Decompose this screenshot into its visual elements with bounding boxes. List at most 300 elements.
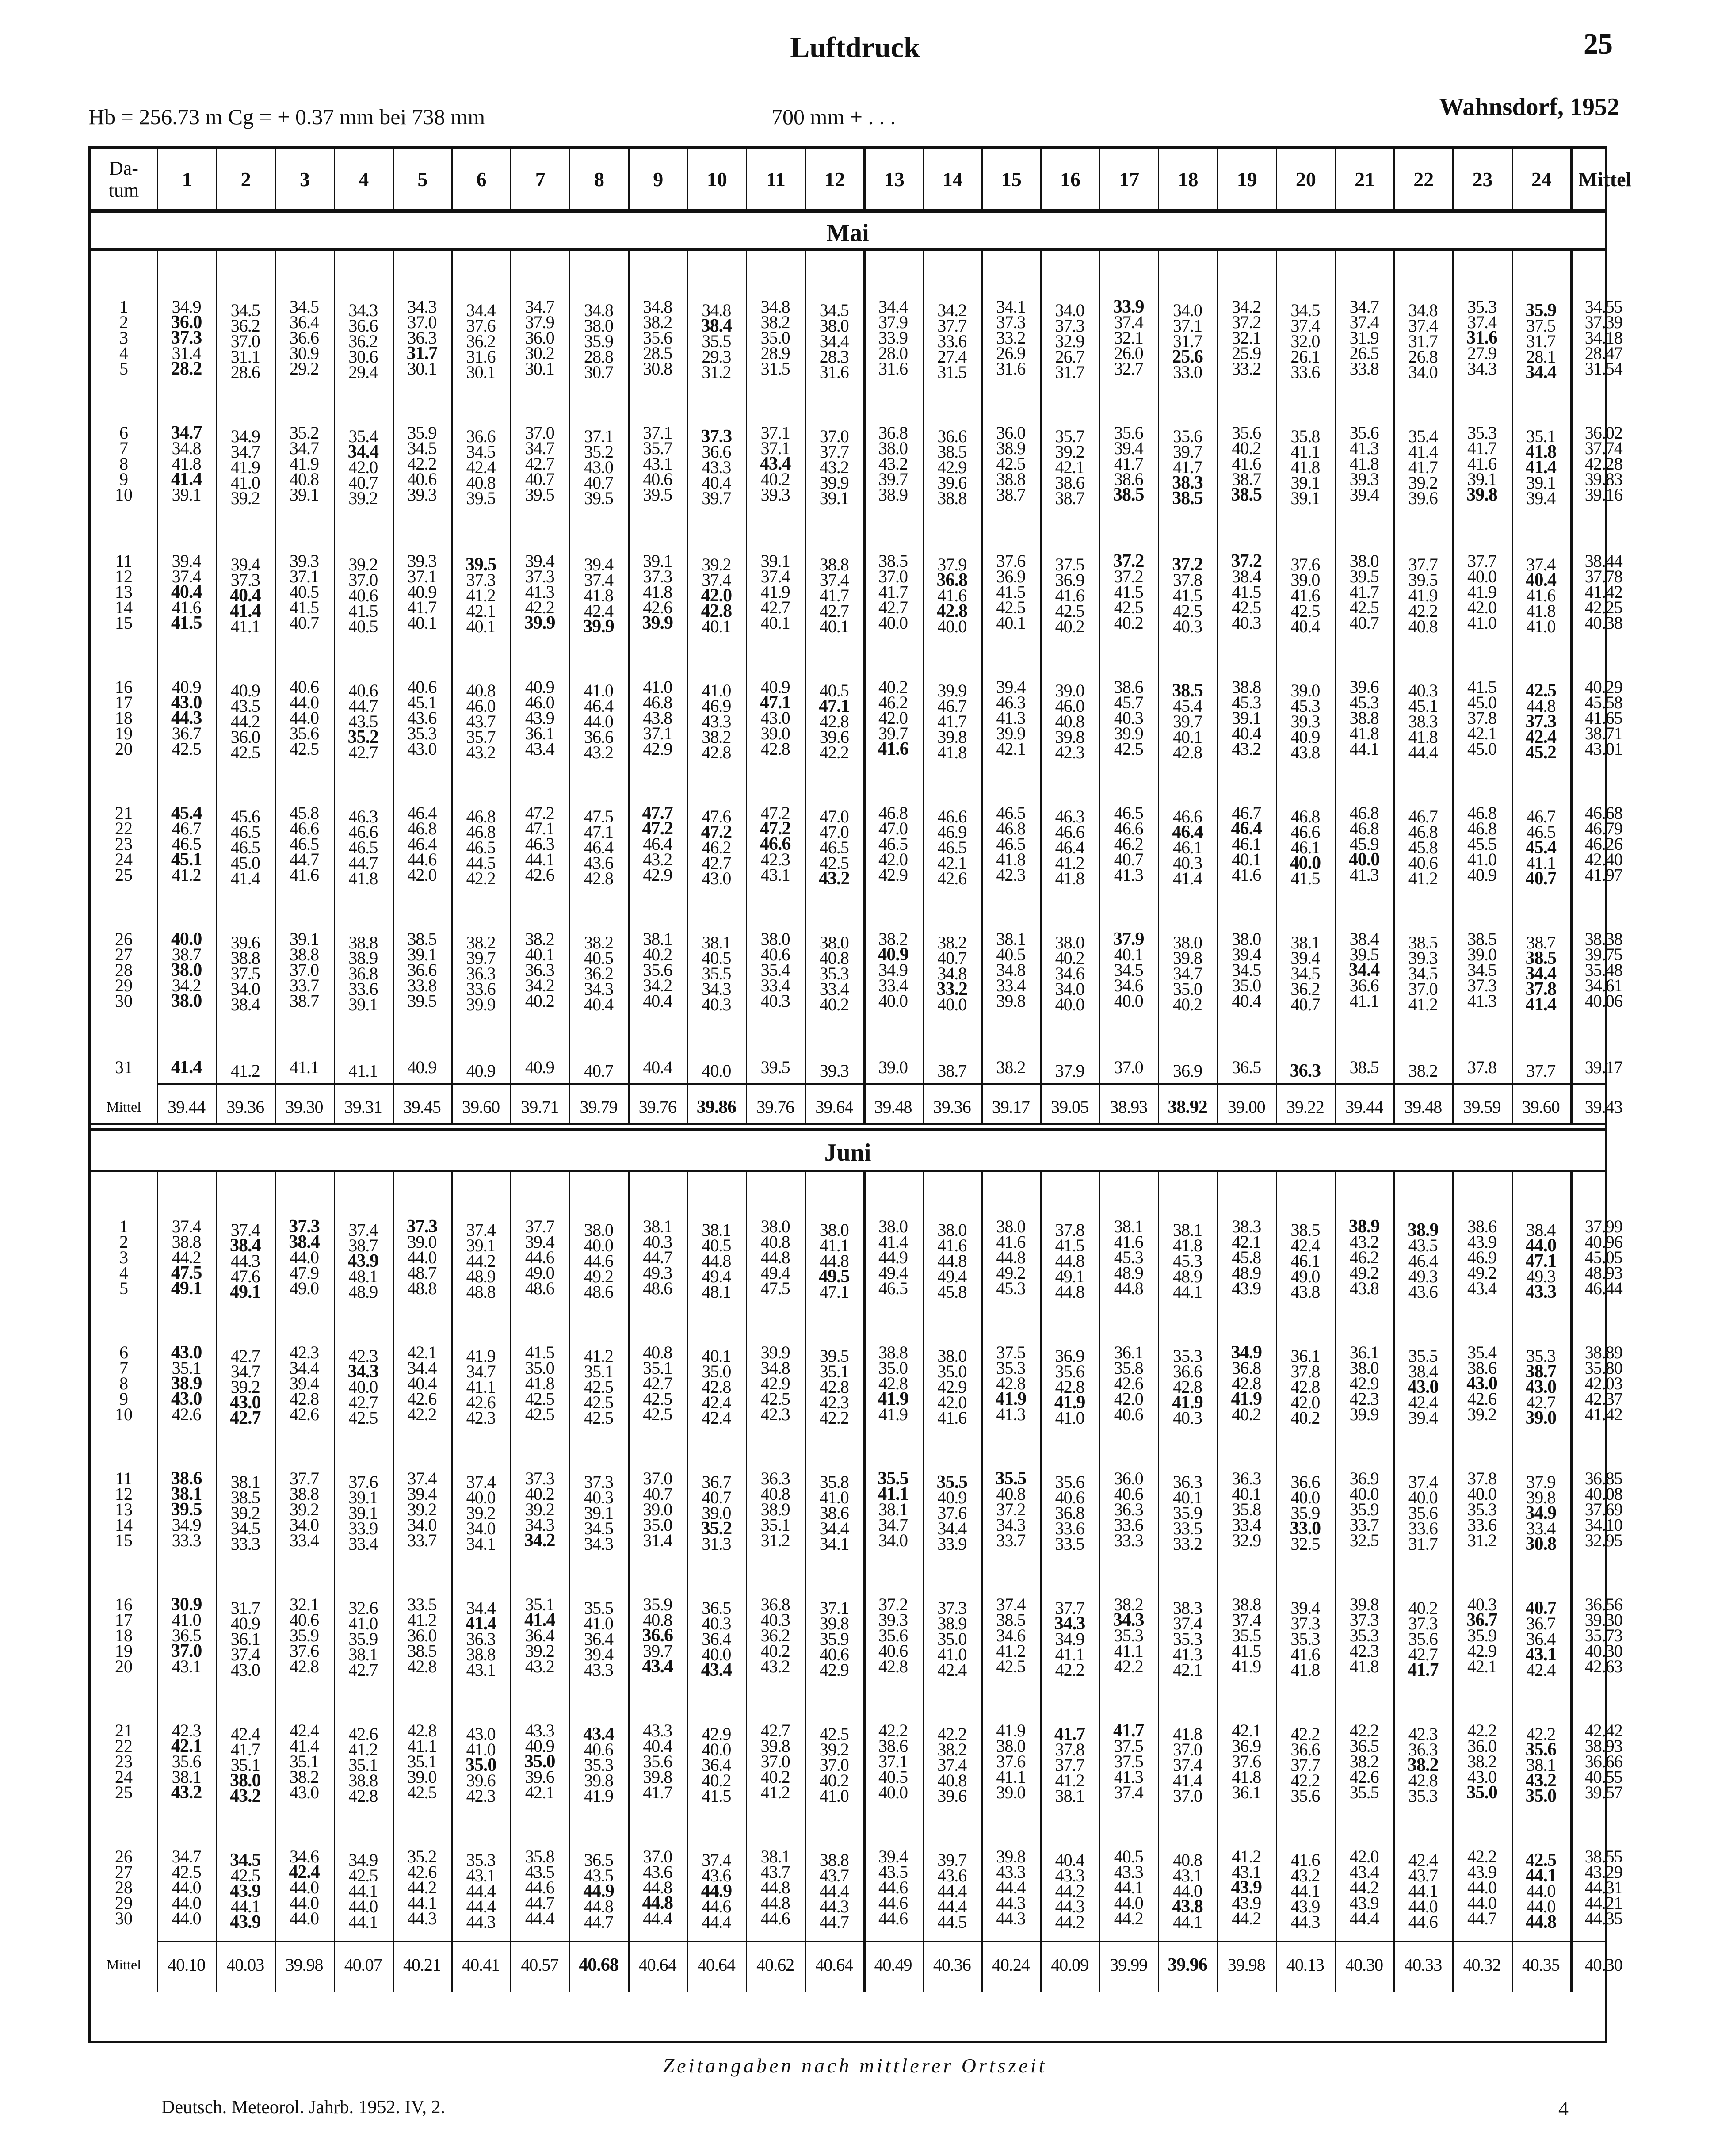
table-cell: 41.1 [1349, 991, 1379, 1011]
table-cell: 36.5 [702, 1598, 731, 1618]
table-cell: 32.9 [1232, 1530, 1261, 1550]
table-cell: 35.0 [1525, 1786, 1556, 1806]
table-cell: 35.6 [1290, 1786, 1320, 1806]
table-cell: 43.1 [643, 454, 672, 474]
header-hour: 19 [1217, 149, 1276, 209]
table-cell: 41.7 [1114, 454, 1143, 474]
table-cell: 40.1 [466, 616, 496, 636]
mean-cell: 40.62 [756, 1955, 794, 1975]
table-cell: 41.1 [996, 1767, 1026, 1787]
table-cell: 35.3 [1114, 1625, 1143, 1645]
table-cell: 37.1 [289, 566, 319, 586]
table-cell: 43.3 [1525, 1282, 1556, 1302]
mean-cell: 40.57 [521, 1955, 559, 1975]
table-cell: 40.6 [819, 1644, 849, 1664]
table-cell: 39.0 [996, 1782, 1026, 1802]
table-cell: 33.9 [937, 1534, 967, 1554]
table-cell: 37.4 [407, 1468, 437, 1488]
table-cell: 40.0 [878, 991, 908, 1011]
table-cell: 41.2 [230, 1061, 260, 1081]
table-cell: 28.47 [1584, 343, 1622, 363]
table-cell: 46.4 [584, 696, 613, 716]
table-cell: 34.4 [347, 442, 378, 462]
table-cell: 42.2 [525, 597, 554, 617]
table-cell: 39.8 [996, 1846, 1026, 1866]
table-cell: 37.0 [171, 1641, 202, 1661]
table-cell: 34.4 [466, 1598, 496, 1618]
table-cell: 42.7 [348, 1660, 378, 1680]
table-cell: 39.5 [525, 485, 554, 505]
table-cell: 44.9 [878, 1247, 908, 1267]
table-cell: 41.7 [1113, 1720, 1144, 1741]
table-cell: 38.0 [584, 1220, 613, 1240]
table-cell: 36.5 [172, 1625, 201, 1645]
table-cell: 38.6 [1114, 469, 1143, 489]
table-cell: 46.5 [172, 834, 201, 854]
table-cell: 40.7 [702, 1487, 731, 1507]
table-cell: 39.1 [172, 485, 201, 505]
table-cell: 37.78 [1584, 566, 1622, 586]
table-cell: 36.7 [702, 1472, 731, 1492]
table-cell: 43.4 [525, 739, 554, 759]
table-cell: 42.7 [525, 454, 554, 474]
table-cell: 42.5 [1525, 1850, 1556, 1870]
table-cell: 38.8 [172, 1232, 201, 1252]
day-number: 20 [115, 739, 133, 759]
mean-cell: 39.76 [756, 1097, 794, 1117]
table-cell: 46.8 [1467, 803, 1496, 823]
table-cell: 40.1 [1232, 849, 1261, 869]
table-cell: 43.29 [1584, 1862, 1622, 1882]
table-cell: 40.5 [702, 948, 731, 968]
table-cell: 36.4 [525, 1625, 554, 1645]
table-cell: 39.4 [1290, 1598, 1320, 1618]
table-cell: 33.0 [1290, 1518, 1321, 1539]
table-cell: 46.4 [584, 837, 613, 857]
table-cell: 35.2 [584, 442, 613, 462]
table-cell: 44.1 [348, 1881, 378, 1901]
table-cell: 39.1 [1467, 469, 1496, 489]
table-cell: 42.0 [937, 1392, 967, 1412]
table-cell: 35.1 [230, 1755, 260, 1775]
table-cell: 40.9 [466, 1061, 496, 1081]
table-cell: 41.1 [1114, 1641, 1143, 1661]
table-cell: 27.9 [1467, 343, 1496, 363]
table-cell: 37.5 [1526, 316, 1556, 336]
table-cell: 42.3 [289, 1342, 319, 1362]
table-cell: 32.1 [289, 1594, 319, 1614]
table-cell: 40.9 [230, 1613, 260, 1633]
table-cell: 39.2 [819, 1739, 849, 1759]
table-cell: 40.0 [584, 1235, 613, 1255]
table-cell: 36.8 [1232, 1358, 1261, 1378]
day-number: 21 [115, 1720, 133, 1740]
table-cell: 45.8 [1408, 837, 1438, 857]
table-cell: 46.6 [1290, 822, 1320, 842]
table-cell: 42.4 [702, 1408, 731, 1428]
table-cell: 35.3 [1290, 1629, 1320, 1649]
table-cell: 42.5 [525, 1404, 554, 1424]
header-hour: 17 [1099, 149, 1158, 209]
table-cell: 37.0 [407, 312, 437, 332]
table-cell: 42.4 [466, 457, 496, 477]
day-number: 27 [115, 944, 133, 964]
table-cell: 43.5 [1408, 1235, 1438, 1255]
table-cell: 39.1 [289, 929, 319, 949]
table-cell: 37.4 [819, 570, 849, 590]
table-cell: 43.3 [702, 457, 731, 477]
table-cell: 44.8 [1055, 1251, 1084, 1271]
table-cell: 40.1 [819, 616, 849, 636]
table-cell: 38.8 [1349, 708, 1379, 728]
table-cell: 38.5 [1290, 1220, 1320, 1240]
table-cell: 38.1 [230, 1472, 260, 1492]
table-cell: 36.0 [1467, 1736, 1496, 1756]
table-cell: 37.6 [289, 1641, 319, 1661]
table-cell: 33.5 [407, 1594, 437, 1614]
day-number: 29 [115, 1893, 133, 1913]
table-cell: 43.8 [1290, 742, 1320, 762]
table-cell: 41.0 [1467, 613, 1496, 633]
table-cell: 40.6 [289, 677, 319, 697]
table-cell: 43.0 [1408, 1377, 1439, 1397]
table-cell: 43.4 [701, 1660, 732, 1680]
table-cell: 39.4 [1349, 485, 1379, 505]
table-cell: 33.4 [819, 979, 849, 999]
table-cell: 46.3 [1055, 807, 1084, 826]
table-cell: 40.3 [1408, 680, 1438, 700]
table-cell: 47.2 [642, 818, 673, 839]
table-cell: 41.4 [1172, 1770, 1202, 1790]
table-cell: 37.6 [348, 1472, 378, 1492]
table-cell: 38.1 [1290, 933, 1320, 952]
table-cell: 36.85 [1584, 1468, 1622, 1488]
table-cell: 46.8 [466, 822, 496, 842]
day-number: 30 [115, 1908, 133, 1928]
table-cell: 40.0 [1349, 1484, 1379, 1504]
table-cell: 43.1 [466, 1660, 496, 1680]
mean-cell: 39.98 [1227, 1955, 1265, 1975]
table-cell: 41.9 [584, 1786, 613, 1806]
table-cell: 38.7 [996, 485, 1026, 505]
table-cell: 46.44 [1584, 1278, 1622, 1298]
table-cell: 38.9 [348, 948, 378, 968]
table-cell: 40.8 [1172, 1850, 1202, 1870]
table-cell: 43.9 [525, 708, 554, 728]
table-cell: 34.8 [702, 300, 731, 320]
table-cell: 44.3 [1290, 1912, 1320, 1932]
table-cell: 37.4 [760, 566, 790, 586]
table-cell: 33.4 [996, 975, 1026, 995]
table-cell: 41.6 [1232, 865, 1261, 885]
table-cell: 39.8 [584, 1770, 613, 1790]
table-cell: 40.4 [407, 1373, 437, 1393]
table-cell: 39.1 [348, 1487, 378, 1507]
table-cell: 40.4 [643, 1057, 672, 1077]
table-cell: 44.0 [172, 1877, 201, 1897]
mean-cell: 40.41 [462, 1955, 500, 1975]
table-cell: 38.6 [1467, 1358, 1496, 1378]
table-cell: 49.2 [584, 1266, 613, 1286]
table-cell: 42.3 [1408, 1724, 1438, 1744]
table-cell: 34.4 [1525, 963, 1556, 984]
table-cell: 38.8 [466, 1644, 496, 1664]
table-cell: 38.8 [819, 1850, 849, 1870]
table-cell: 34.7 [172, 1846, 201, 1866]
table-cell: 44.3 [996, 1893, 1026, 1913]
table-cell: 34.6 [996, 1625, 1026, 1645]
table-cell: 37.7 [937, 316, 967, 336]
day-number: 1 [119, 1216, 128, 1236]
table-cell: 46.5 [1114, 803, 1143, 823]
mean-cell: 39.64 [815, 1097, 853, 1117]
table-cell: 39.8 [1466, 485, 1497, 505]
table-cell: 42.40 [1584, 849, 1622, 869]
table-cell: 40.2 [1114, 613, 1143, 633]
table-cell: 42.7 [643, 1373, 672, 1393]
table-cell: 39.5 [643, 485, 672, 505]
table-cell: 38.2 [1114, 1594, 1143, 1614]
table-cell: 38.8 [289, 1484, 319, 1504]
mean-cell: 40.07 [344, 1955, 382, 1975]
table-cell: 39.4 [172, 551, 201, 571]
table-cell: 36.9 [1055, 570, 1084, 590]
table-cell: 42.4 [1408, 1392, 1438, 1412]
table-cell: 40.0 [466, 1487, 496, 1507]
table-cell: 40.8 [643, 1342, 672, 1362]
table-cell: 44.1 [348, 1912, 378, 1932]
day-number: 15 [115, 613, 133, 633]
table-cell: 37.3 [1467, 975, 1496, 995]
table-cell: 34.5 [230, 300, 260, 320]
table-cell: 39.4 [525, 1232, 554, 1252]
table-cell: 44.6 [878, 1893, 908, 1913]
table-cell: 34.5 [1114, 960, 1143, 980]
table-cell: 37.4 [1467, 312, 1496, 332]
table-cell: 40.3 [760, 991, 790, 1011]
table-cell: 37.6 [937, 1503, 967, 1523]
mean-cell: 39.60 [1522, 1097, 1560, 1117]
table-cell: 40.2 [1290, 1408, 1320, 1428]
table-cell: 44.6 [584, 1251, 613, 1271]
table-cell: 30.9 [171, 1594, 202, 1615]
table-cell: 48.1 [348, 1266, 378, 1286]
mean-cell: 40.36 [933, 1955, 971, 1975]
table-cell: 49.1 [171, 1278, 202, 1299]
table-cell: 44.2 [1349, 1877, 1379, 1897]
table-cell: 37.8 [1525, 979, 1556, 999]
table-cell: 39.2 [1408, 473, 1438, 493]
table-cell: 48.6 [525, 1278, 554, 1298]
table-cell: 43.0 [289, 1782, 319, 1802]
table-cell: 30.2 [525, 343, 554, 363]
table-cell: 41.7 [1408, 1660, 1439, 1680]
table-cell: 39.1 [348, 994, 378, 1014]
table-cell: 35.2 [407, 1846, 437, 1866]
table-cell: 46.5 [289, 834, 319, 854]
table-cell: 40.5 [702, 1235, 731, 1255]
table-cell: 37.9 [878, 312, 908, 332]
table-cell: 43.5 [525, 1862, 554, 1882]
table-cell: 42.0 [1114, 1389, 1143, 1409]
table-cell: 44.0 [289, 708, 319, 728]
table-cell: 34.5 [230, 1518, 260, 1538]
table-cell: 34.3 [1467, 359, 1496, 378]
table-cell: 42.6 [466, 1392, 496, 1412]
table-cell: 42.0 [701, 585, 732, 606]
table-cell: 42.7 [878, 597, 908, 617]
table-cell: 42.3 [819, 1392, 849, 1412]
table-cell: 35.1 [172, 1358, 201, 1378]
table-cell: 39.9 [996, 723, 1026, 743]
mean-cell: 40.30 [1345, 1955, 1383, 1975]
table-cell: 34.7 [289, 438, 319, 458]
table-cell: 42.6 [407, 1389, 437, 1409]
table-cell: 33.2 [936, 979, 967, 999]
table-cell: 49.2 [996, 1263, 1026, 1283]
table-cell: 37.7 [525, 1216, 554, 1236]
table-cell: 46.2 [878, 692, 908, 712]
table-cell: 41.8 [1172, 1235, 1202, 1255]
table-cell: 42.6 [172, 1404, 201, 1424]
table-cell: 43.2 [643, 849, 672, 869]
table-cell: 40.5 [348, 616, 378, 636]
day-number: 25 [115, 1782, 133, 1802]
table-cell: 44.4 [466, 1881, 496, 1901]
header-hour: 8 [569, 149, 628, 209]
table-cell: 44.3 [466, 1912, 496, 1932]
table-cell: 41.6 [878, 739, 908, 759]
table-cell: 48.9 [466, 1266, 496, 1286]
table-cell: 43.2 [1290, 1865, 1320, 1885]
table-cell: 44.0 [289, 692, 319, 712]
table-cell: 40.0 [1348, 849, 1380, 870]
table-cell: 40.2 [760, 469, 790, 489]
table-cell: 36.1 [1349, 1342, 1379, 1362]
table-cell: 37.0 [643, 1468, 672, 1488]
table-cell: 39.8 [643, 1767, 672, 1787]
table-cell: 42.7 [1526, 1392, 1556, 1412]
table-cell: 37.0 [819, 426, 849, 446]
table-cell: 44.0 [1408, 1896, 1438, 1916]
table-cell: 33.2 [1232, 359, 1261, 378]
table-cell: 39.2 [1467, 1404, 1496, 1424]
table-cell: 44.4 [937, 1881, 967, 1901]
table-cell: 40.5 [1114, 1846, 1143, 1866]
table-cell: 43.2 [819, 868, 850, 889]
table-cell: 45.8 [1232, 1247, 1261, 1267]
table-cell: 38.6 [1055, 473, 1084, 493]
table-cell: 41.8 [1232, 1767, 1261, 1787]
table-cell: 40.3 [584, 1487, 613, 1507]
table-cell: 35.4 [348, 426, 378, 446]
day-number: 5 [119, 359, 128, 378]
table-cell: 44.2 [407, 1877, 437, 1897]
table-cell: 41.5 [1114, 582, 1143, 602]
table-cell: 38.0 [760, 1216, 790, 1236]
table-cell: 44.6 [702, 1896, 731, 1916]
table-cell: 33.4 [878, 975, 908, 995]
table-cell: 42.2 [1526, 1724, 1556, 1744]
table-cell: 35.5 [702, 331, 731, 351]
table-cell: 44.21 [1584, 1893, 1622, 1913]
table-cell: 40.2 [1408, 1598, 1438, 1618]
table-cell: 43.7 [1408, 1865, 1438, 1885]
table-cell: 38.8 [348, 933, 378, 952]
table-cell: 39.8 [1172, 948, 1202, 968]
section-divider [91, 1128, 1605, 1131]
table-cell: 31.6 [819, 362, 849, 382]
table-cell: 33.8 [407, 975, 437, 995]
table-cell: 48.93 [1584, 1263, 1622, 1283]
table-cell: 46.6 [1172, 807, 1202, 826]
table-cell: 41.4 [1525, 994, 1556, 1015]
table-cell: 40.7 [1525, 868, 1556, 889]
table-cell: 43.2 [760, 1656, 790, 1676]
table-cell: 31.7 [406, 343, 438, 363]
table-cell: 46.0 [466, 696, 496, 716]
table-cell: 34.4 [289, 1358, 319, 1378]
table-cell: 38.3 [1232, 1216, 1261, 1236]
table-cell: 40.6 [1055, 1487, 1084, 1507]
day-number: 19 [115, 723, 133, 743]
table-cell: 40.5 [878, 1767, 908, 1787]
table-cell: 35.6 [1408, 1503, 1438, 1523]
table-cell: 34.0 [289, 1515, 319, 1535]
table-cell: 45.3 [996, 1278, 1026, 1298]
header-hour: 23 [1452, 149, 1511, 209]
table-cell: 40.6 [289, 1610, 319, 1630]
table-cell: 35.3 [466, 1850, 496, 1870]
table-cell: 39.5 [1349, 944, 1379, 964]
table-cell: 42.9 [819, 1660, 849, 1680]
table-cell: 42.2 [1349, 1720, 1379, 1740]
table-cell: 40.2 [760, 1641, 790, 1661]
table-cell: 35.5 [995, 1468, 1027, 1489]
day-number: 10 [115, 1404, 133, 1424]
table-cell: 45.2 [1525, 742, 1556, 763]
table-cell: 41.3 [1172, 1644, 1202, 1664]
table-cell: 38.0 [878, 1216, 908, 1236]
table-cell: 37.0 [1408, 979, 1438, 999]
table-cell: 37.4 [230, 1644, 260, 1664]
table-cell: 32.7 [1114, 359, 1143, 378]
table-cell: 41.6 [1290, 1644, 1320, 1664]
table-cell: 43.1 [1172, 1865, 1202, 1885]
table-cell: 43.6 [937, 1865, 967, 1885]
table-cell: 44.8 [642, 1893, 673, 1913]
table-cell: 36.1 [230, 1629, 260, 1649]
table-cell: 40.3 [1114, 708, 1143, 728]
table-cell: 42.8 [936, 601, 967, 621]
table-cell: 38.5 [878, 551, 908, 571]
table-cell: 40.9 [1467, 865, 1496, 885]
table-cell: 44.4 [937, 1896, 967, 1916]
table-cell: 40.6 [878, 1641, 908, 1661]
table-cell: 41.0 [819, 1487, 849, 1507]
header-hour: 1 [157, 149, 216, 209]
table-cell: 35.80 [1584, 1358, 1622, 1378]
table-cell: 41.3 [996, 708, 1026, 728]
journal-footer: Deutsch. Meteorol. Jahrb. 1952. IV, 2. [161, 2097, 445, 2118]
table-cell: 37.0 [878, 566, 908, 586]
table-cell: 35.1 [584, 1361, 613, 1381]
table-cell: 32.95 [1584, 1530, 1622, 1550]
table-cell: 35.73 [1584, 1625, 1622, 1645]
table-cell: 41.0 [1467, 849, 1496, 869]
table-cell: 42.6 [1467, 1389, 1496, 1409]
table-cell: 41.9 [878, 1389, 908, 1409]
